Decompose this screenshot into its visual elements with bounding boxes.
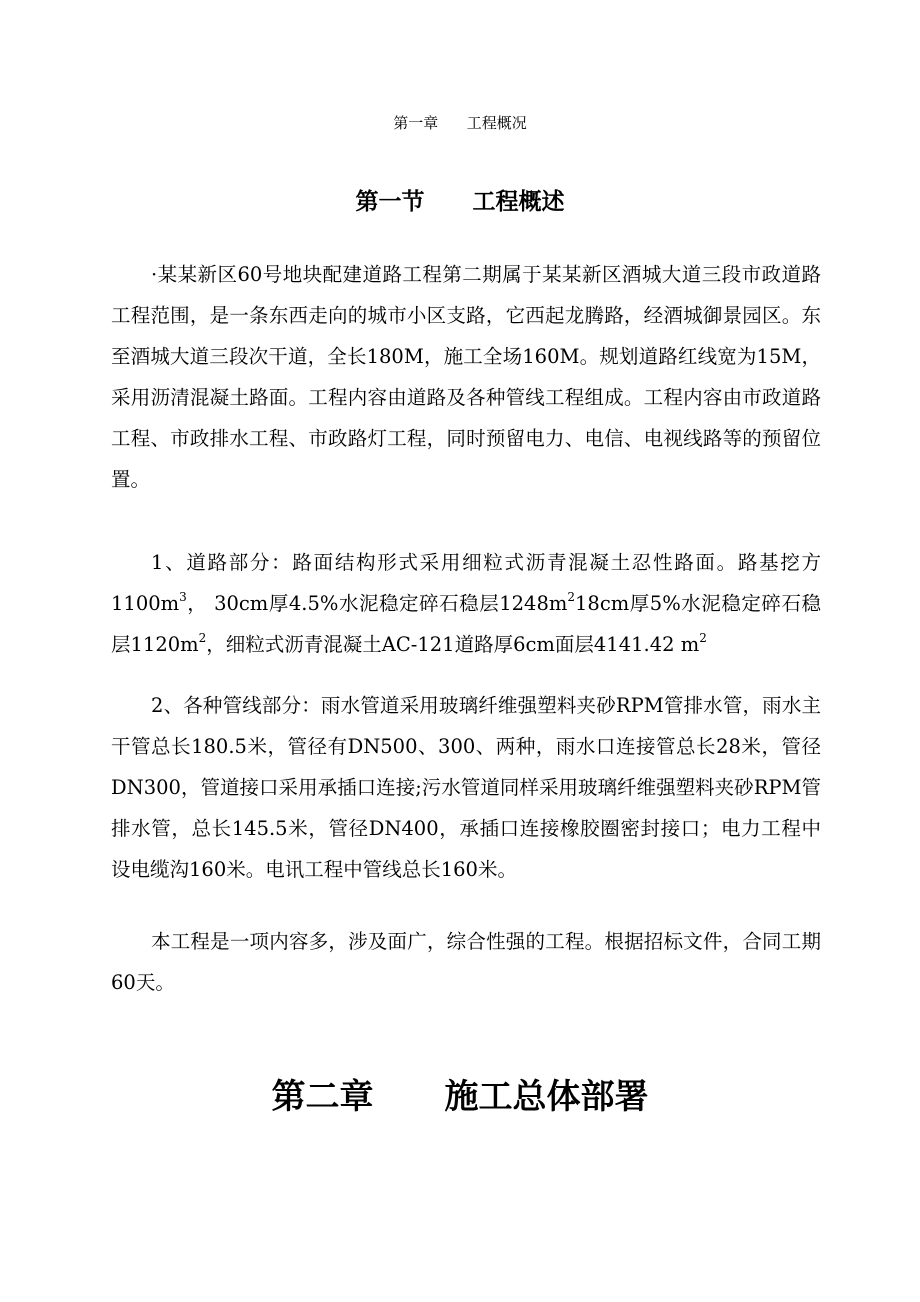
road-text-b: ， 30cm厚4.5%水泥稳定碎石稳层1248m <box>186 592 568 615</box>
road-text-c: 18cm厚5%水泥稳定碎石稳层1120m <box>111 592 821 656</box>
paragraph-summary: 本工程是一项内容多，涉及面广，综合性强的工程。根据招标文件，合同工期60天。 <box>111 930 821 994</box>
chapter-title: 第二章 施工总体部署 <box>271 1077 649 1117</box>
paragraph-road-section <box>111 542 821 665</box>
superscript-square: 2 <box>699 631 707 645</box>
road-text-d: ，细粒式沥青混凝土AC-121道路厚6cm面层4141.42 m <box>206 633 700 656</box>
superscript-square: 2 <box>567 590 575 604</box>
running-head: 第一章 工程概况 <box>393 114 527 132</box>
superscript-square: 2 <box>198 631 207 645</box>
road-text-a: 1、道路部分：路面结构形式采用细粒式沥青混凝土忍性路面。路基挖方1100m <box>111 551 821 615</box>
paragraph-overview: ·某某新区60号地块配建道路工程第二期属于某某新区酒城大道三段市政道路工程范围，是一条东西走向的城市小区支路，它西起龙腾路，经酒城御景园区。东至酒城大道三段次干道，全长180M，施工全场160M。规划道路红线宽为15M，采用沥清混凝土路面。工程内容由道路及各种管线工程组成。工程内容由市政道路工程、市政排水工程、市政路灯工程，同时预留电力、电信、电视线路等的预留位置。 <box>111 263 821 491</box>
superscript-cubic: 3 <box>179 590 187 604</box>
section-title: 第一节 工程概述 <box>355 188 565 215</box>
paragraph-pipelines: 2、各种管线部分：雨水管道采用玻璃纤维强塑料夹砂RPM管排水管，雨水主干管总长180.5米，管径有DN500、300、两种，雨水口连接管总长28米，管径DN300，管道接口采用承插口连接;污水管道同样采用玻璃纤维强塑料夹砂RPM管排水管，总长145.5米，管径DN400，承插口连接橡胶圈密封接口；电力工程中设电缆沟160米。电讯工程中管线总长160米。 <box>111 694 821 881</box>
